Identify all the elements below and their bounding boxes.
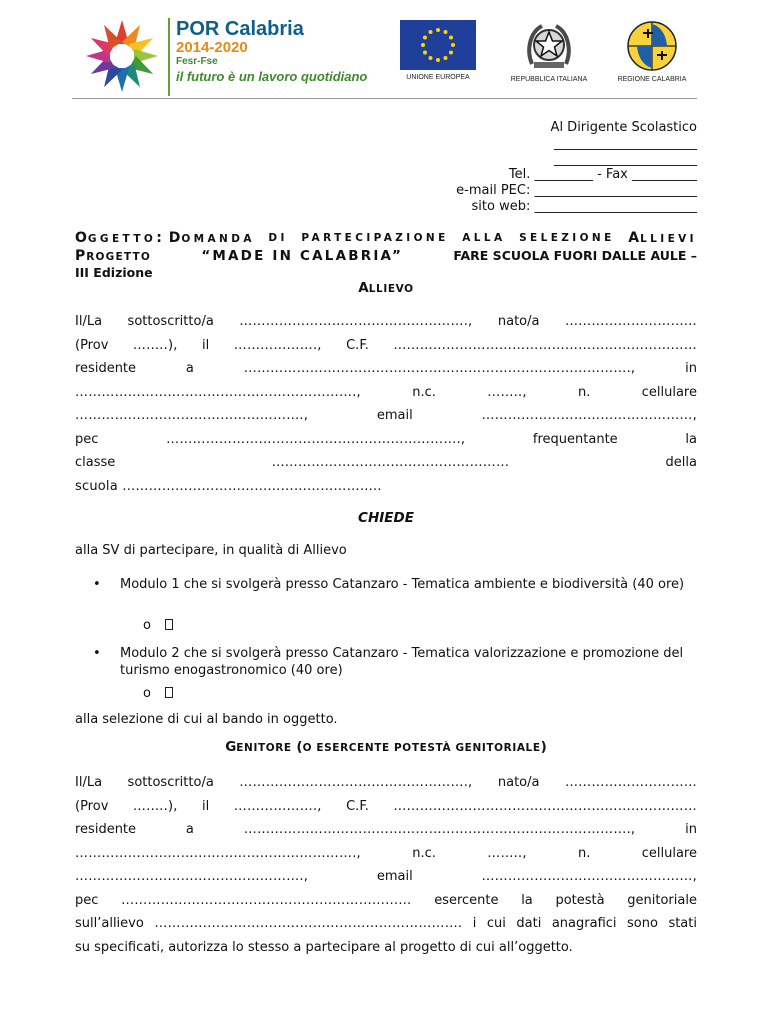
- parent-line-5: [75, 865, 697, 889]
- form-text: potestà: [555, 892, 605, 908]
- calabria-region-emblem-icon: [626, 20, 678, 72]
- student-line-2: [75, 334, 697, 358]
- parent-email-field[interactable]: …………………………………………,: [481, 869, 697, 884]
- student-heading-cap: A: [358, 280, 369, 296]
- form-text: frequentante: [532, 431, 618, 447]
- form-text: n.c.: [412, 845, 436, 861]
- parent-province-field[interactable]: ……..),: [132, 798, 178, 814]
- subject-word: ROGETTO: [86, 250, 151, 263]
- italy-emblem: [504, 20, 594, 83]
- birthdate-field[interactable]: ……………….,: [233, 337, 322, 353]
- student-heading-rest: LLIEVO: [368, 283, 414, 295]
- form-text: pec: [75, 892, 99, 908]
- form-text: esercente: [434, 892, 499, 908]
- subject-word: LLIEVI: [640, 233, 697, 245]
- parent-heading-rest: ENITORE: [236, 742, 292, 754]
- subject-word: DI: [268, 232, 288, 244]
- por-fund: Fesr-Fse: [176, 56, 218, 67]
- module-1-option[interactable]: [143, 618, 173, 633]
- student-line-7: [75, 451, 697, 475]
- subject-word: GGETTO: [87, 233, 157, 245]
- form-text: a: [185, 822, 194, 837]
- addressee-email-pec: e-mail PEC: _________________________: [456, 183, 697, 199]
- addressee-title: Al Dirigente Scolastico: [550, 120, 697, 135]
- form-text: sono: [627, 916, 658, 931]
- italy-caption: REPUBBLICA ITALIANA: [510, 76, 588, 83]
- form-text: cellulare: [641, 384, 697, 400]
- eu-flag-icon: [400, 20, 476, 70]
- subject-cap: O: [75, 230, 88, 246]
- header-logos: [72, 14, 697, 99]
- module-2-text: Modulo 2 che si svolgerà presso Catanzaro - Tematica valorizzazione e promozione del turismo enogastronomico (40 ore): [120, 646, 684, 678]
- form-text: residente: [75, 361, 137, 376]
- form-text: nato/a: [497, 314, 540, 329]
- por-title: POR Calabria: [176, 18, 304, 40]
- form-text: anagrafici: [551, 916, 617, 931]
- parent-heading-paren-close: ): [540, 739, 547, 755]
- parent-line-1: [75, 771, 697, 795]
- email-field[interactable]: …………………………………………,: [481, 408, 697, 423]
- form-text: C.F.: [346, 798, 369, 814]
- student-name-field[interactable]: …………………………………………………………….: [154, 916, 463, 931]
- form-text: Il/La: [75, 775, 103, 790]
- por-calabria-flower-logo: [82, 16, 162, 96]
- module-2-option[interactable]: [143, 686, 173, 701]
- project-name: “MADE IN CALABRIA”: [201, 247, 404, 264]
- parent-pec-field[interactable]: …………………………………………………………: [121, 892, 412, 908]
- subject-cap: A: [628, 230, 641, 246]
- module-1-text: Modulo 1 che si svolgerà presso Catanzaro - Tematica ambiente e biodiversità (40 ore): [120, 577, 685, 592]
- form-text: nato/a: [497, 775, 540, 790]
- form-text: in: [685, 822, 697, 837]
- parent-heading-cap: G: [225, 739, 237, 755]
- student-line-6: [75, 428, 697, 452]
- addressee-blank-1: ______________________: [554, 135, 697, 151]
- student-line-8: [75, 475, 697, 499]
- province-field[interactable]: ……..),: [132, 337, 178, 353]
- form-text: in: [685, 361, 697, 376]
- form-text: classe: [75, 455, 116, 470]
- school-field[interactable]: scuola …………………………………………………..: [75, 478, 382, 494]
- student-line-3: [75, 357, 697, 381]
- name-field[interactable]: …………………………………………….,: [239, 314, 473, 329]
- form-text: (Prov: [75, 337, 109, 353]
- student-heading: [75, 280, 697, 296]
- form-text: il: [202, 337, 210, 353]
- parent-heading: [75, 739, 697, 755]
- subject-word: ALLA: [462, 232, 506, 244]
- subject-edition: III Edizione: [75, 265, 153, 280]
- form-text: i: [472, 916, 477, 931]
- parent-house-number-field[interactable]: ……..,: [487, 845, 527, 861]
- tax-code-field[interactable]: ……………………………………………………………: [393, 337, 697, 353]
- class-field[interactable]: ………………………………………………: [271, 455, 510, 470]
- calabria-emblem: [607, 20, 697, 83]
- form-text: genitoriale: [627, 892, 697, 908]
- form-text: email: [376, 869, 413, 884]
- parent-line-8: [75, 936, 697, 960]
- bullet-icon: •: [93, 577, 101, 592]
- subject-block: [75, 230, 697, 282]
- form-text: la: [521, 892, 533, 908]
- form-text: cui: [486, 916, 506, 931]
- parent-form: [75, 771, 697, 959]
- parent-street-field[interactable]: ……………………………………………………….,: [75, 845, 361, 861]
- parent-name-field[interactable]: …………………………………………….,: [239, 775, 473, 790]
- request-closing: alla selezione di cui al bando in oggetto.: [75, 712, 338, 727]
- form-text: sottoscritto/a: [127, 314, 214, 329]
- house-number-field[interactable]: ……..,: [487, 384, 527, 400]
- student-line-1: [75, 310, 697, 334]
- student-line-4: [75, 381, 697, 405]
- option-marker: o: [143, 686, 151, 701]
- por-motto: il futuro è un lavoro quotidiano: [176, 69, 368, 84]
- request-intro: alla SV di partecipare, in qualità di Allievo: [75, 543, 347, 558]
- form-text: residente: [75, 822, 137, 837]
- parent-heading-paren: (: [291, 739, 303, 755]
- form-text: n.: [578, 384, 591, 400]
- form-text: della: [665, 455, 697, 470]
- subject-cap: P: [75, 247, 87, 264]
- module-2-checkbox-icon[interactable]: [165, 687, 173, 698]
- addressee-website: sito web: _________________________: [471, 198, 697, 214]
- pec-field[interactable]: ………………………………………………………….,: [166, 431, 466, 447]
- module-1-checkbox-icon[interactable]: [165, 619, 173, 630]
- form-text: email: [376, 408, 413, 423]
- addressee-tel-fax: Tel. _________ - Fax __________: [508, 167, 697, 183]
- parent-birthplace-field[interactable]: …………………………: [564, 775, 697, 790]
- parent-mobile-field[interactable]: …………………………………………….,: [75, 869, 309, 884]
- form-text: dati: [516, 916, 542, 931]
- form-text: Il/La: [75, 314, 103, 329]
- form-text: la: [685, 431, 697, 447]
- form-text: il: [202, 798, 210, 814]
- parent-tax-code-field[interactable]: ……………………………………………………………: [393, 798, 697, 814]
- parent-birthdate-field[interactable]: ……………….,: [233, 798, 322, 814]
- subject-line-1: [75, 230, 697, 248]
- form-text: n.c.: [412, 384, 436, 400]
- student-form: [75, 310, 697, 498]
- form-text: cellulare: [641, 845, 697, 861]
- parent-line-7: [75, 912, 697, 936]
- residence-field[interactable]: …………………………………………………………………………….,: [243, 361, 636, 376]
- subject-word: PARTECIPAZIONE: [301, 232, 449, 244]
- form-text: sottoscritto/a: [127, 775, 214, 790]
- parent-line-6: [75, 889, 697, 913]
- form-text: a: [185, 361, 194, 376]
- addressee-blank-2: ______________________: [554, 151, 697, 167]
- parent-heading-detail: O ESERCENTE POTESTÀ GENITORIALE: [302, 742, 541, 754]
- subject-cap: : D: [156, 230, 182, 246]
- option-marker: o: [143, 618, 151, 633]
- subject-word: SELEZIONE: [519, 232, 615, 244]
- module-1-item: [93, 576, 697, 593]
- parent-residence-field[interactable]: …………………………………………………………………………….,: [243, 822, 636, 837]
- calabria-caption: REGIONE CALABRIA: [617, 76, 687, 83]
- student-line-5: [75, 404, 697, 428]
- por-calabria-wordmark: [168, 18, 391, 96]
- street-field[interactable]: ……………………………………………………….,: [75, 384, 361, 400]
- form-text: stati: [668, 916, 697, 931]
- eu-caption: UNIONE EUROPEA: [406, 74, 470, 81]
- eu-logo: [398, 20, 478, 81]
- por-years: 2014-2020: [176, 39, 248, 56]
- addressee-block: [456, 120, 697, 215]
- subject-line-2: [75, 248, 697, 266]
- parent-line-3: [75, 818, 697, 842]
- project-tagline: FARE SCUOLA FUORI DALLE AULE –: [453, 247, 697, 263]
- form-text: sull’allievo: [75, 916, 144, 931]
- request-heading: CHIEDE: [358, 510, 414, 526]
- bullet-icon: •: [93, 646, 101, 661]
- form-text: n.: [578, 845, 591, 861]
- mobile-field[interactable]: …………………………………………….,: [75, 408, 309, 423]
- italian-republic-emblem-icon: [524, 20, 574, 72]
- form-text: pec: [75, 431, 99, 447]
- module-2-item: [93, 645, 697, 679]
- authorization-text: su specificati, autorizza lo stesso a partecipare al progetto di cui all’oggetto.: [75, 939, 573, 955]
- birthplace-field[interactable]: …………………………: [564, 314, 697, 329]
- form-text: C.F.: [346, 337, 369, 353]
- parent-line-4: [75, 842, 697, 866]
- parent-line-2: [75, 795, 697, 819]
- subject-word: OMANDA: [181, 233, 255, 245]
- form-text: (Prov: [75, 798, 109, 814]
